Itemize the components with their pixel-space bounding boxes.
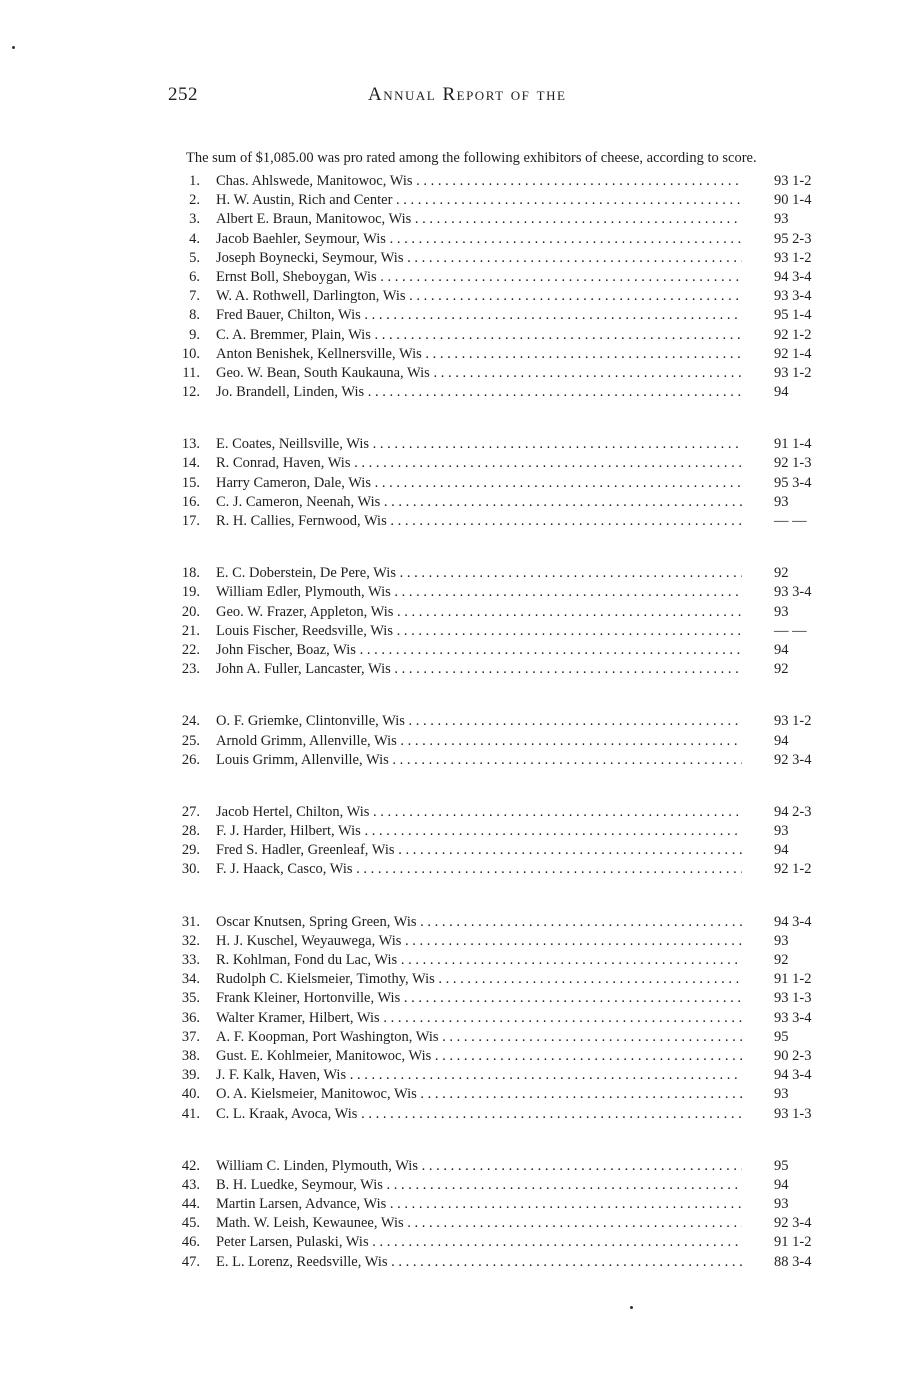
exhibitor-entry (168, 1195, 820, 1214)
exhibitor-score: 92 1-4 (774, 345, 812, 362)
exhibitor-score: 93 1-3 (774, 990, 812, 1007)
exhibitor-score: 92 1-3 (774, 455, 812, 472)
exhibitor-name: R. Conrad, Haven, Wis . . . (216, 454, 742, 473)
entry-number: 22. (181, 641, 200, 658)
exhibitor-score: 93 (774, 603, 789, 620)
exhibitor-score: 93 3-4 (774, 288, 812, 305)
exhibitor-name: Joseph Boynecki, Seymour, Wis . . . (216, 249, 742, 268)
exhibitor-name: Geo. W. Bean, South Kaukauna, Wis . . . (216, 364, 742, 383)
exhibitor-list (168, 172, 820, 1272)
exhibitor-score: 94 (774, 842, 789, 859)
exhibitor-entry (168, 326, 820, 345)
exhibitor-entry (168, 345, 820, 364)
exhibitor-entry (168, 913, 820, 932)
exhibitor-score: 90 2-3 (774, 1047, 812, 1064)
entry-number: 30. (181, 861, 200, 878)
exhibitor-name: C. J. Cameron, Neenah, Wis . . . (216, 493, 742, 512)
exhibitor-entry (168, 1105, 820, 1124)
entry-number: 2. (189, 192, 200, 209)
exhibitor-score: 93 3-4 (774, 1009, 812, 1026)
exhibitor-score: 93 1-2 (774, 713, 812, 730)
exhibitor-name: J. F. Kalk, Haven, Wis . . . (216, 1066, 742, 1085)
entry-number: 46. (181, 1234, 200, 1251)
entry-number: 24. (181, 713, 200, 730)
exhibitor-entry (168, 287, 820, 306)
entry-number: 23. (181, 661, 200, 678)
exhibitor-score: 94 3-4 (774, 913, 812, 930)
exhibitor-entry (168, 641, 820, 660)
entry-number: 40. (181, 1086, 200, 1103)
entry-number: 39. (181, 1067, 200, 1084)
entry-number: 33. (181, 952, 200, 968)
entry-number: 10. (181, 345, 200, 362)
entry-number: 37. (181, 1028, 200, 1045)
exhibitor-score: 94 3-4 (774, 268, 812, 285)
exhibitor-name: Fred Bauer, Chilton, Wis . . . (216, 306, 742, 325)
exhibitor-score: 92 (774, 661, 789, 678)
entry-number: 45. (181, 1215, 200, 1232)
exhibitor-score: 93 (774, 932, 789, 949)
exhibitor-name: John Fischer, Boaz, Wis . . . (216, 641, 742, 660)
exhibitor-score: 94 2-3 (774, 803, 812, 820)
exhibitor-score: 94 3-4 (774, 1067, 812, 1084)
exhibitor-score: — — (774, 513, 807, 529)
exhibitor-entry (168, 841, 820, 860)
exhibitor-score: 92 3-4 (774, 1215, 812, 1232)
entry-number: 32. (181, 932, 200, 949)
exhibitor-entry (168, 1214, 820, 1233)
exhibitor-score: 93 (774, 493, 789, 510)
exhibitor-score: 93 1-3 (774, 1105, 812, 1122)
exhibitor-entry (168, 1233, 820, 1252)
entry-number: 35. (181, 990, 200, 1007)
entry-number: 36. (181, 1009, 200, 1026)
exhibitor-entry (168, 306, 820, 325)
exhibitor-entry (168, 454, 820, 473)
exhibitor-score: 91 1-4 (774, 436, 812, 453)
exhibitor-name: F. J. Haack, Casco, Wis . . . (216, 860, 742, 879)
exhibitor-entry (168, 860, 820, 879)
entry-number: 19. (181, 584, 200, 601)
exhibitor-group (168, 435, 820, 531)
exhibitor-score: 93 1-2 (774, 173, 812, 189)
exhibitor-score: 94 (774, 384, 789, 401)
exhibitor-score: 95 3-4 (774, 474, 812, 491)
exhibitor-score: 94 (774, 732, 789, 749)
entry-number: 34. (181, 971, 200, 988)
exhibitor-score: — — (774, 622, 807, 639)
exhibitor-score: 93 3-4 (774, 584, 812, 601)
exhibitor-score: 95 (774, 1157, 789, 1174)
exhibitor-entry (168, 383, 820, 402)
exhibitor-group (168, 803, 820, 880)
entry-number: 26. (181, 751, 200, 768)
exhibitor-entry (168, 603, 820, 622)
exhibitor-entry (168, 230, 820, 249)
exhibitor-entry (168, 210, 820, 229)
exhibitor-entry (168, 564, 820, 583)
exhibitor-score: 94 (774, 641, 789, 658)
exhibitor-name: John A. Fuller, Lancaster, Wis . . . (216, 660, 742, 679)
exhibitor-score: 90 1-4 (774, 192, 812, 209)
exhibitor-entry (168, 732, 820, 751)
running-head: Annual Report of the (368, 84, 567, 105)
entry-number: 21. (181, 622, 200, 639)
exhibitor-score: 92 1-2 (774, 326, 812, 343)
entry-number: 16. (181, 493, 200, 510)
entry-number: 14. (181, 455, 200, 472)
exhibitor-entry (168, 989, 820, 1008)
entry-number: 18. (181, 565, 200, 582)
exhibitor-entry (168, 172, 820, 191)
exhibitor-entry (168, 1066, 820, 1085)
entry-number: 15. (181, 474, 200, 491)
exhibitor-entry (168, 951, 820, 970)
exhibitor-entry (168, 191, 820, 210)
entry-number: 29. (181, 842, 200, 859)
exhibitor-score: 93 (774, 1196, 789, 1213)
entry-number: 17. (181, 513, 200, 529)
exhibitor-entry (168, 822, 820, 841)
exhibitor-name: Oscar Knutsen, Spring Green, Wis . . . (216, 913, 742, 932)
exhibitor-entry (168, 932, 820, 951)
entry-number: 11. (182, 364, 200, 381)
exhibitor-score: 91 1-2 (774, 1234, 812, 1251)
exhibitor-score: 88 3-4 (774, 1253, 812, 1270)
exhibitor-entry (168, 1176, 820, 1195)
exhibitor-name: R. H. Callies, Fernwood, Wis . . . (216, 512, 742, 531)
exhibitor-name: Albert E. Braun, Manitowoc, Wis . . . (216, 210, 742, 229)
exhibitor-score: 93 (774, 211, 789, 228)
paper-speck (12, 46, 15, 49)
exhibitor-name: R. Kohlman, Fond du Lac, Wis . . . (216, 951, 742, 970)
exhibitor-entry (168, 803, 820, 822)
exhibitor-group (168, 1157, 820, 1272)
exhibitor-group (168, 172, 820, 402)
exhibitor-name: Martin Larsen, Advance, Wis . . . (216, 1195, 742, 1214)
exhibitor-score: 95 1-4 (774, 307, 812, 324)
exhibitor-name: E. Coates, Neillsville, Wis . . . (216, 435, 742, 454)
exhibitor-score: 92 1-2 (774, 861, 812, 878)
exhibitor-name: Arnold Grimm, Allenville, Wis . . . (216, 732, 742, 751)
entry-number: 20. (181, 603, 200, 620)
entry-number: 28. (181, 823, 200, 840)
entry-number: 38. (181, 1047, 200, 1064)
exhibitor-name: O. A. Kielsmeier, Manitowoc, Wis . . . (216, 1085, 742, 1104)
exhibitor-entry (168, 751, 820, 770)
exhibitor-entry (168, 512, 820, 531)
exhibitor-name: Jacob Hertel, Chilton, Wis . . . (216, 803, 742, 822)
exhibitor-name: Geo. W. Frazer, Appleton, Wis . . . (216, 603, 742, 622)
exhibitor-score: 92 (774, 565, 789, 582)
exhibitor-score: 95 (774, 1028, 789, 1045)
exhibitor-group (168, 564, 820, 679)
exhibitor-score: 93 1-2 (774, 364, 812, 381)
exhibitor-score: 95 2-3 (774, 230, 812, 247)
exhibitor-group (168, 913, 820, 1124)
exhibitor-entry (168, 712, 820, 731)
entry-number: 42. (181, 1157, 200, 1174)
exhibitor-score: 94 (774, 1176, 789, 1193)
exhibitor-name: C. L. Kraak, Avoca, Wis . . . (216, 1105, 742, 1124)
exhibitor-name: C. A. Bremmer, Plain, Wis . . . (216, 326, 742, 345)
exhibitor-name: F. J. Harder, Hilbert, Wis . . . (216, 822, 742, 841)
exhibitor-name: H. J. Kuschel, Weyauwega, Wis . . . (216, 932, 742, 951)
entry-number: 9. (189, 326, 200, 343)
exhibitor-score: 92 3-4 (774, 751, 812, 768)
entry-number: 4. (189, 230, 200, 247)
entry-number: 25. (181, 732, 200, 749)
exhibitor-name: Louis Grimm, Allenville, Wis . . . (216, 751, 742, 770)
exhibitor-name: Harry Cameron, Dale, Wis . . . (216, 474, 742, 493)
exhibitor-name: Jo. Brandell, Linden, Wis . . . (216, 383, 742, 402)
exhibitor-entry (168, 249, 820, 268)
exhibitor-entry (168, 622, 820, 641)
exhibitor-name: Anton Benishek, Kellnersville, Wis . . . (216, 345, 742, 364)
exhibitor-entry (168, 583, 820, 602)
entry-number: 47. (181, 1253, 200, 1270)
entry-number: 6. (189, 268, 200, 285)
exhibitor-name: Chas. Ahlswede, Manitowoc, Wis . . . (216, 172, 742, 191)
exhibitor-name: H. W. Austin, Rich and Center . . . (216, 191, 742, 210)
exhibitor-name: E. C. Doberstein, De Pere, Wis . . . (216, 564, 742, 583)
exhibitor-entry (168, 1009, 820, 1028)
exhibitor-name: Ernst Boll, Sheboygan, Wis . . . (216, 268, 742, 287)
entry-number: 1. (189, 173, 200, 189)
intro-paragraph: The sum of $1,085.00 was pro rated among the following exhibitors of cheese, according to score. (186, 149, 757, 166)
exhibitor-entry (168, 364, 820, 383)
exhibitor-name: Jacob Baehler, Seymour, Wis . . . (216, 230, 742, 249)
exhibitor-score: 93 (774, 1086, 789, 1103)
entry-number: 12. (181, 384, 200, 401)
entry-number: 5. (189, 249, 200, 266)
entry-number: 41. (181, 1105, 200, 1122)
exhibitor-name: E. L. Lorenz, Reedsville, Wis . . . (216, 1253, 742, 1272)
exhibitor-score: 92 (774, 952, 789, 968)
entry-number: 27. (181, 803, 200, 820)
exhibitor-entry (168, 660, 820, 679)
page-header (168, 84, 820, 114)
page-number: 252 (168, 84, 198, 105)
entry-number: 31. (181, 913, 200, 930)
exhibitor-name: Peter Larsen, Pulaski, Wis . . . (216, 1233, 742, 1252)
exhibitor-name: Rudolph C. Kielsmeier, Timothy, Wis . . . (216, 970, 742, 989)
exhibitor-entry (168, 1157, 820, 1176)
entry-number: 8. (189, 307, 200, 324)
exhibitor-group (168, 712, 820, 770)
exhibitor-entry (168, 1028, 820, 1047)
exhibitor-name: B. H. Luedke, Seymour, Wis . . . (216, 1176, 742, 1195)
exhibitor-name: Walter Kramer, Hilbert, Wis . . . (216, 1009, 742, 1028)
exhibitor-name: William C. Linden, Plymouth, Wis . . . (216, 1157, 742, 1176)
exhibitor-score: 93 (774, 823, 789, 840)
entry-number: 43. (181, 1176, 200, 1193)
entry-number: 44. (181, 1196, 200, 1213)
exhibitor-name: Frank Kleiner, Hortonville, Wis . . . (216, 989, 742, 1008)
exhibitor-score: 91 1-2 (774, 971, 812, 988)
exhibitor-name: Louis Fischer, Reedsville, Wis . . . (216, 622, 742, 641)
exhibitor-name: W. A. Rothwell, Darlington, Wis . . . (216, 287, 742, 306)
exhibitor-entry (168, 474, 820, 493)
exhibitor-entry (168, 268, 820, 287)
exhibitor-entry (168, 493, 820, 512)
exhibitor-entry (168, 435, 820, 454)
paper-speck (630, 1306, 633, 1309)
exhibitor-name: O. F. Griemke, Clintonville, Wis . . . (216, 712, 742, 731)
exhibitor-name: A. F. Koopman, Port Washington, Wis . . . (216, 1028, 742, 1047)
exhibitor-name: Gust. E. Kohlmeier, Manitowoc, Wis . . . (216, 1047, 742, 1066)
exhibitor-score: 93 1-2 (774, 249, 812, 266)
exhibitor-entry (168, 1253, 820, 1272)
exhibitor-entry (168, 1085, 820, 1104)
exhibitor-entry (168, 970, 820, 989)
exhibitor-name: Math. W. Leish, Kewaunee, Wis . . . (216, 1214, 742, 1233)
exhibitor-name: William Edler, Plymouth, Wis . . . (216, 583, 742, 602)
entry-number: 13. (181, 436, 200, 453)
entry-number: 3. (189, 211, 200, 228)
exhibitor-entry (168, 1047, 820, 1066)
entry-number: 7. (189, 288, 200, 305)
exhibitor-name: Fred S. Hadler, Greenleaf, Wis . . . (216, 841, 742, 860)
